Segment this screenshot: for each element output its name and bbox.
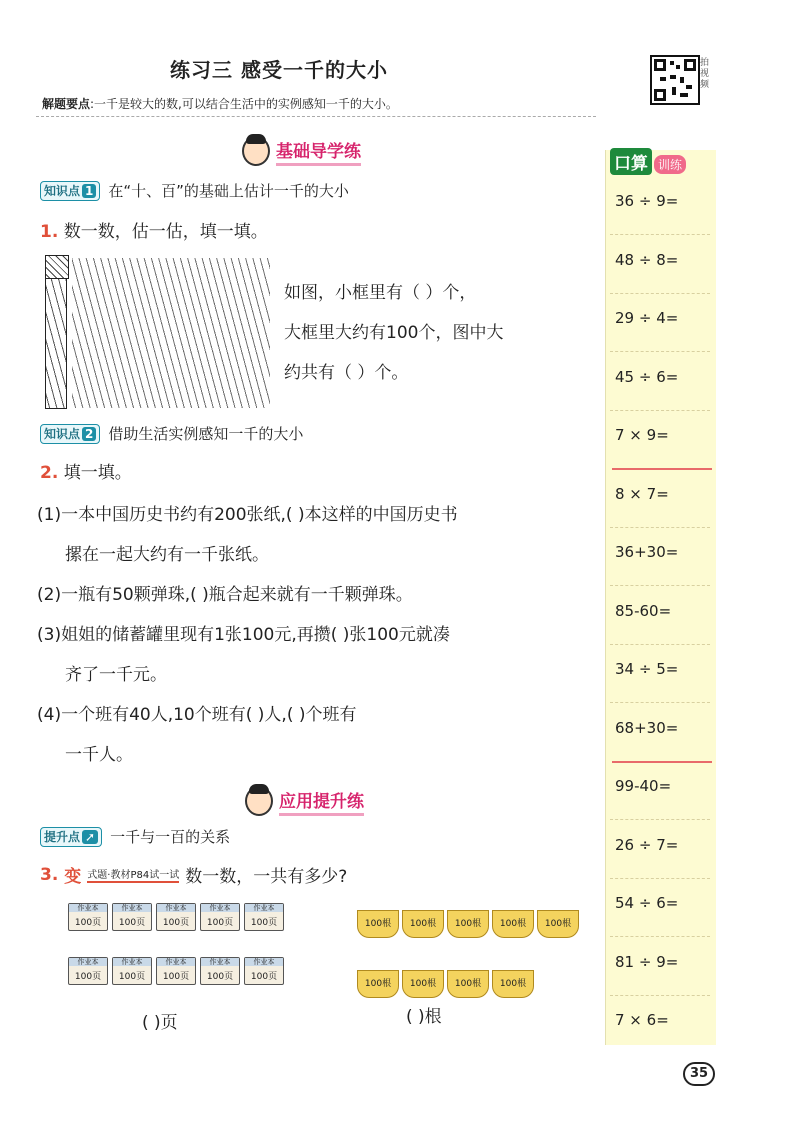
mental-math-item[interactable]: 8 × 7=: [615, 484, 669, 503]
mental-math-item[interactable]: 48 ÷ 8=: [615, 250, 679, 269]
knowledge-point-1: [40, 180, 349, 201]
kp-badge: 知识点 1: [40, 181, 100, 201]
mental-math-item[interactable]: 45 ÷ 6=: [615, 367, 679, 386]
mental-math-header: [610, 148, 714, 174]
q1-line-3[interactable]: 约共有（ ）个。: [284, 363, 409, 383]
answer-sticks[interactable]: ( )根: [406, 1007, 442, 1027]
book-group: [68, 903, 308, 985]
row-divider: [610, 644, 710, 645]
mental-math-item[interactable]: 7 × 9=: [615, 426, 669, 444]
row-divider: [610, 819, 710, 820]
row-divider: [610, 351, 710, 352]
stick-bucket-icon: 100根: [402, 970, 444, 998]
stick-bucket-icon: 100根: [357, 970, 399, 998]
book-icon: 作业本 100页: [156, 957, 196, 985]
q2-item-4b: 一千人。: [65, 745, 133, 765]
book-icon: 作业本 100页: [244, 903, 284, 931]
mental-math-item[interactable]: 7 × 6=: [615, 1011, 669, 1029]
page-title: 练习三 感受一千的大小: [170, 58, 388, 82]
section2-title: 应用提升练: [279, 787, 364, 816]
mental-math-item[interactable]: 85-60=: [615, 601, 672, 620]
tips: [42, 95, 398, 112]
divider: [36, 116, 596, 117]
mascot-icon: [242, 136, 270, 166]
q2-item-3a[interactable]: (3)姐姐的储蓄罐里现有1张100元,再攒( )张100元就凑: [37, 625, 450, 645]
tips-text: :一千是较大的数,可以结合生活中的实例感知一千的大小。: [90, 97, 398, 111]
kp-text: 借助生活实例感知一千的大小: [108, 425, 304, 443]
q2-item-1b: 摞在一起大约有一千张纸。: [65, 545, 269, 565]
book-icon: 作业本 100页: [244, 957, 284, 985]
mental-math-item[interactable]: 36+30=: [615, 543, 679, 561]
stick-bucket-icon: 100根: [357, 910, 399, 938]
book-icon: 作业本 100页: [112, 957, 152, 985]
book-icon: 作业本 100页: [68, 903, 108, 931]
improve-point: [40, 826, 230, 847]
q1-line-2: 大框里大约有100个，图中大: [284, 323, 504, 343]
row-divider: [610, 410, 710, 411]
dot-columns: [72, 258, 270, 408]
q2-item-3b: 齐了一千元。: [65, 665, 167, 685]
small-box: [45, 255, 69, 279]
mental-math-item[interactable]: 26 ÷ 7=: [615, 835, 679, 854]
kp-text: 在“十、百”的基础上估计一千的大小: [108, 182, 349, 200]
improve-badge: 提升点 ➚: [40, 827, 102, 847]
mental-math-title: 口算: [610, 148, 652, 175]
tips-label: 解题要点: [42, 97, 91, 111]
mental-math-item[interactable]: 34 ÷ 5=: [615, 660, 679, 678]
stick-bucket-icon: 100根: [447, 910, 489, 938]
row-divider: [610, 585, 710, 586]
improve-text: 一千与一百的关系: [110, 828, 231, 846]
stick-bucket-group: [357, 910, 597, 998]
q2-item-2[interactable]: (2)一瓶有50颗弹珠,( )瓶合起来就有一千颗弹珠。: [37, 585, 413, 605]
stick-bucket-icon: 100根: [402, 910, 444, 938]
book-icon: 作业本 100页: [156, 903, 196, 931]
kp-badge: 知识点 2: [40, 424, 100, 444]
row-divider: [610, 527, 710, 528]
mental-math-item[interactable]: 81 ÷ 9=: [615, 952, 679, 971]
row-divider: [610, 702, 710, 703]
q2-item-1a[interactable]: (1)一本中国历史书约有200张纸,( )本这样的中国历史书: [37, 505, 458, 525]
mental-math-item[interactable]: 99-40=: [615, 777, 672, 795]
mental-math-item[interactable]: 68+30=: [615, 718, 679, 737]
book-icon: 作业本 100页: [200, 903, 240, 931]
page-number: 35: [683, 1062, 715, 1086]
row-divider: [610, 234, 710, 235]
question-1: 1. 数一数，估一估，填一填。: [40, 222, 268, 242]
section-divider: [612, 468, 712, 470]
question-3: 3. 变 式题·教材P84试一试 数一数，一共有多少?: [40, 864, 348, 887]
knowledge-point-2: [40, 423, 303, 444]
q2-item-4a[interactable]: (4)一个班有40人,10个班有( )人,( )个班有: [37, 705, 357, 725]
qr-caption: 拍视频: [700, 58, 710, 90]
qr-code[interactable]: [650, 55, 700, 105]
row-divider: [610, 293, 710, 294]
section1-header: [242, 136, 361, 166]
book-icon: 作业本 100页: [200, 957, 240, 985]
row-divider: [610, 995, 710, 996]
stick-bucket-icon: 100根: [447, 970, 489, 998]
question-2: 2. 填一填。: [40, 463, 132, 483]
mental-math-item[interactable]: 54 ÷ 6=: [615, 894, 679, 912]
section1-title: 基础导学练: [276, 137, 361, 166]
mascot-icon: [245, 786, 273, 816]
book-icon: 作业本 100页: [112, 903, 152, 931]
section2-header: [245, 786, 364, 816]
row-divider: [610, 878, 710, 879]
q1-line-1[interactable]: 如图，小框里有（ ）个，: [284, 283, 477, 303]
stick-bucket-icon: 100根: [492, 970, 534, 998]
section-divider: [612, 761, 712, 763]
mental-math-sub: 训练: [654, 155, 686, 174]
book-icon: 作业本 100页: [68, 957, 108, 985]
row-divider: [610, 936, 710, 937]
mental-math-item[interactable]: 29 ÷ 4=: [615, 309, 679, 327]
answer-pages[interactable]: ( )页: [142, 1013, 178, 1033]
stick-bucket-icon: 100根: [537, 910, 579, 938]
mental-math-item[interactable]: 36 ÷ 9=: [615, 192, 679, 210]
stick-bucket-icon: 100根: [492, 910, 534, 938]
